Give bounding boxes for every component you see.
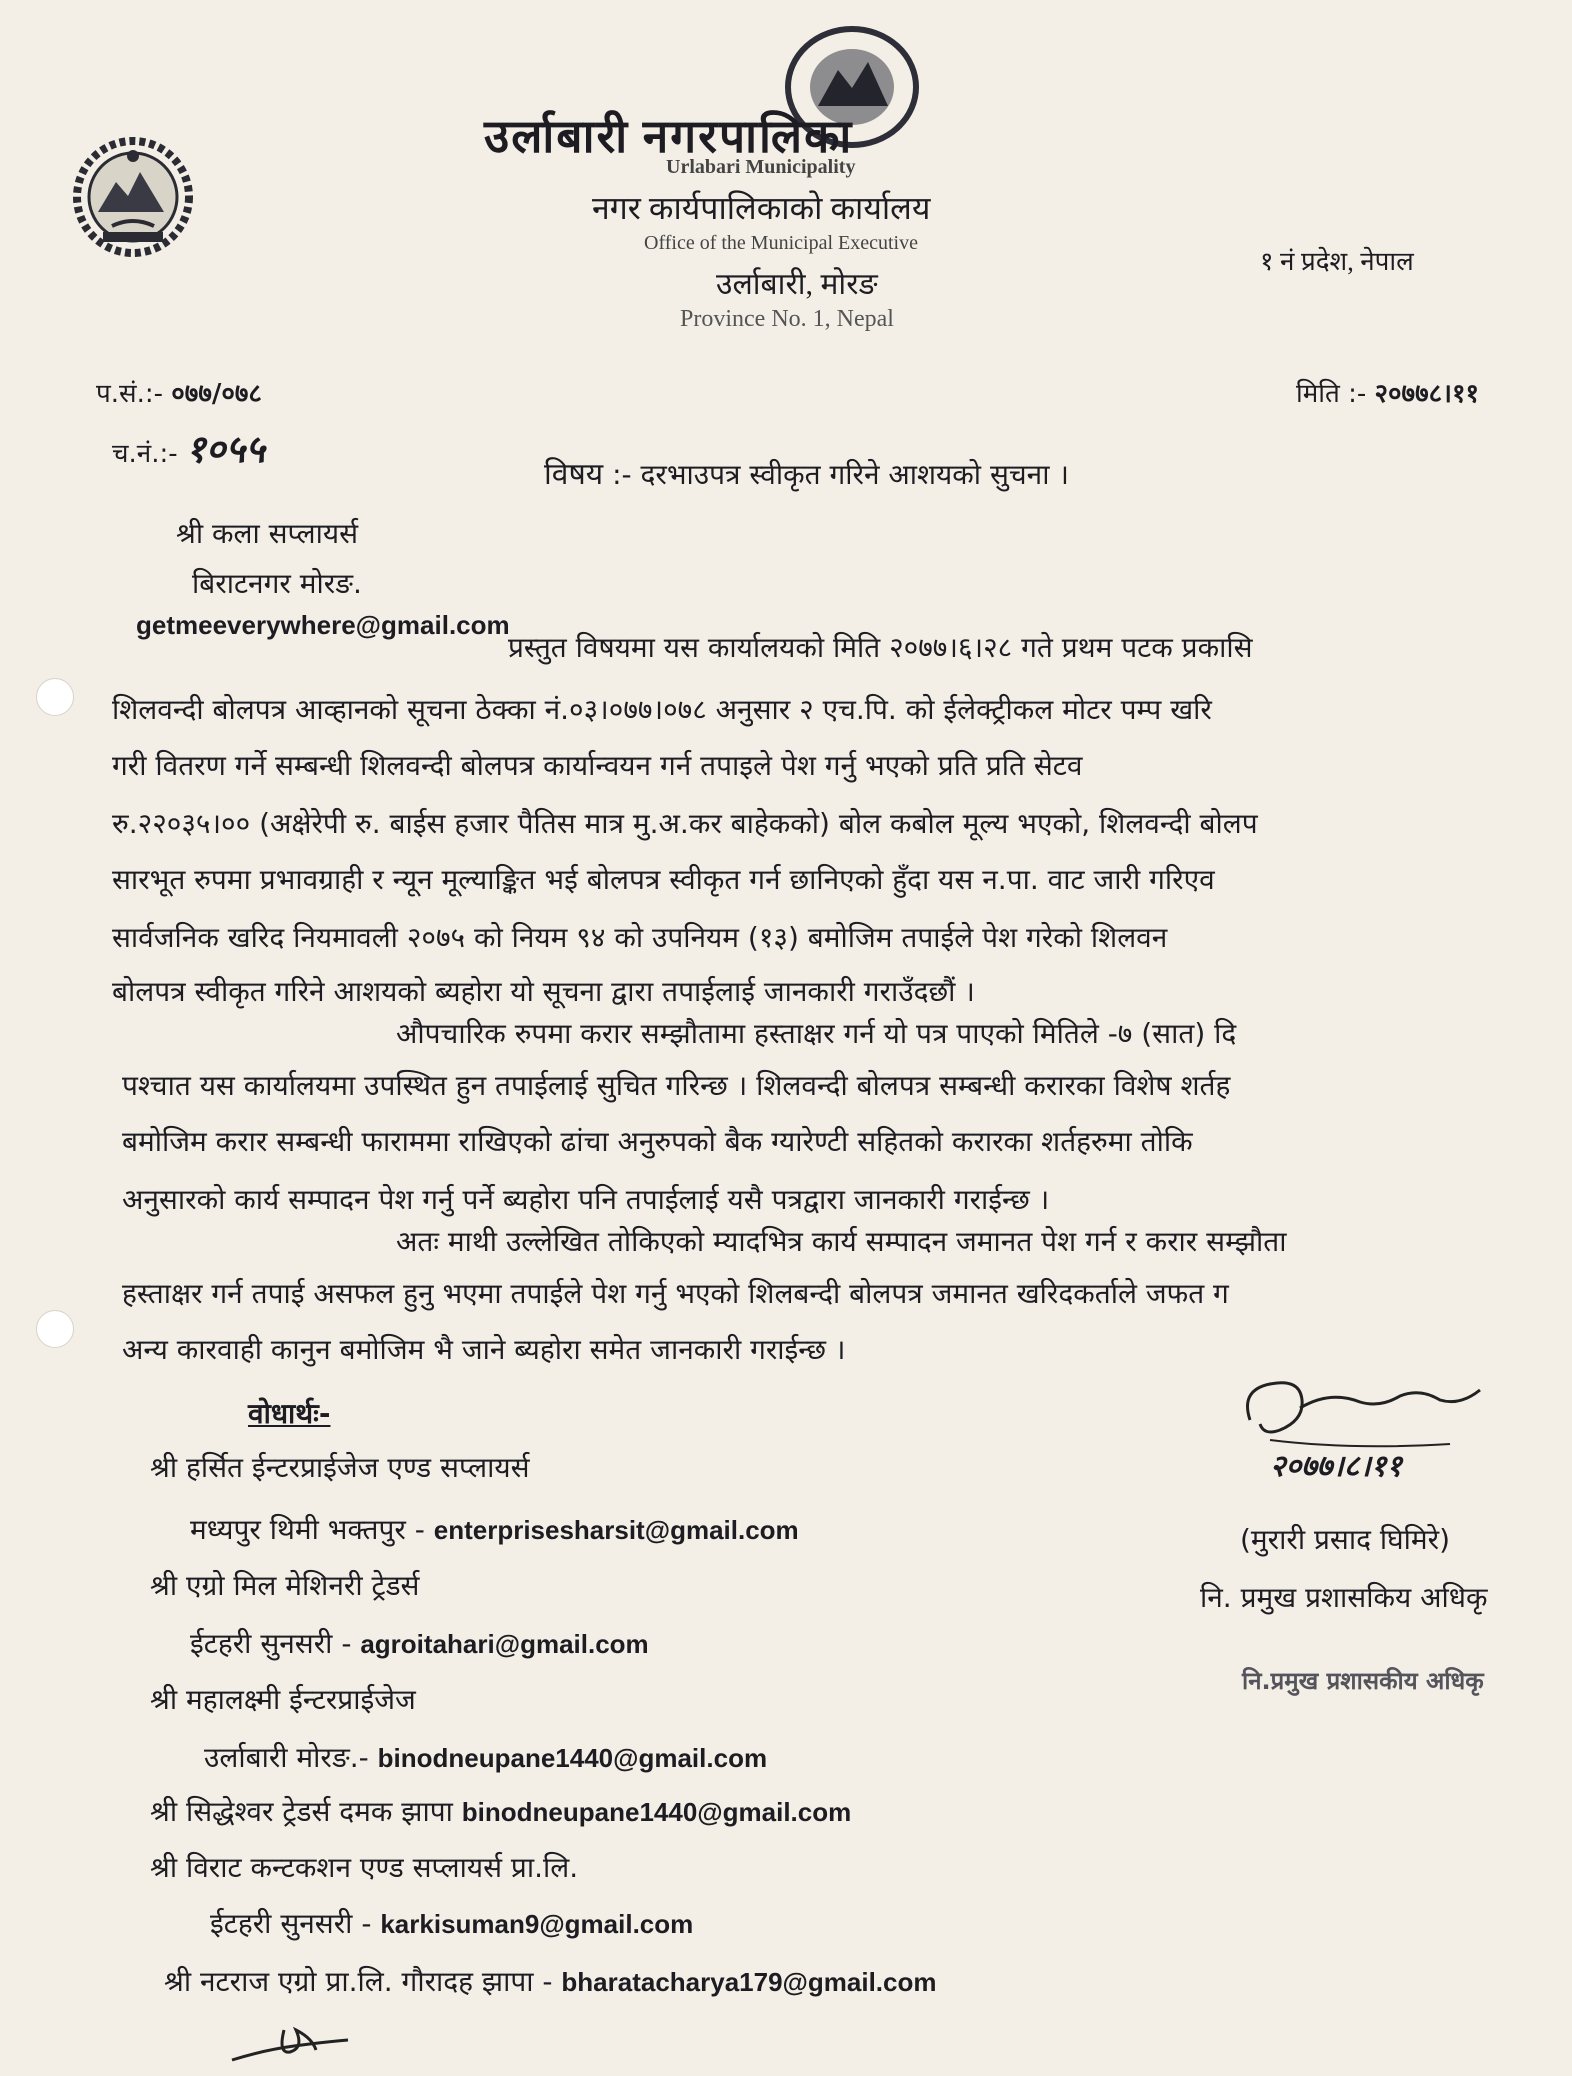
cc-email-4: binodneupane1440@gmail.com <box>461 1797 852 1827</box>
cc-line-4-text: ईटहरी सुनसरी - <box>190 1627 352 1660</box>
body-line-4: रु.२२०३५।०० (अक्षेरेपी रु. बाईस हजार पैतिस मात्र मु.अ.कर बाहेकको) बोल कबोल मूल्य भएको, शिलवन्दी बोलप <box>112 807 1258 840</box>
body-line-10: बमोजिम करार सम्बन्धी फाराममा राखिएको ढांचा अनुरुपको बैक ग्यारेण्टी सहितको करारका शर्तहरुमा तोकि <box>122 1125 1193 1158</box>
body-line-2: शिलवन्दी बोलपत्र आव्हानको सूचना ठेक्का नं.०३।०७७।०७८ अनुसार २ एच.पि. को ईलेक्ट्रीकल मोटर पम्प खरि <box>112 693 1212 726</box>
body-line-13: हस्ताक्षर गर्न तपाई असफल हुनु भएमा तपाईले पेश गर्नु भएको शिलबन्दी बोलपत्र जमानत खरिदकर्ताले जफत ग <box>122 1277 1229 1310</box>
ref-number <box>96 374 262 410</box>
province-en: Province No. 1, Nepal <box>680 306 894 332</box>
letter-date-value: २०७७८।११ <box>1374 379 1480 409</box>
municipality-name-en: Urlabari Municipality <box>666 156 856 178</box>
cc-line-5: श्री महालक्ष्मी ईन्टरप्राईजेज <box>150 1683 416 1716</box>
recipient-email: getmeeverywhere@gmail.com <box>136 610 510 640</box>
letter-date-label: मिति :- <box>1296 379 1367 409</box>
cc-line-10 <box>164 1962 937 2000</box>
cc-line-10-text: श्री नटराज एग्रो प्रा.लि. गौरादह झापा - <box>164 1965 553 1998</box>
body-line-5: सारभूत रुपमा प्रभावग्राही र न्यून मूल्याङ्कित भई बोलपत्र स्वीकृत गर्न छानिएको हुँदा यस न.पा. वाट जारी गरिएव <box>112 863 1215 896</box>
cc-line-1: श्री हर्सित ईन्टरप्राईजेज एण्ड सप्लायर्स <box>150 1451 530 1484</box>
body-line-9: पश्चात यस कार्यालयमा उपस्थित हुन तपाईलाई सुचित गरिन्छ । शिलवन्दी बोलपत्र सम्बन्धी करारका विशेष शर्तह <box>122 1069 1231 1102</box>
cc-line-7 <box>150 1792 851 1830</box>
nepal-emblem-icon <box>68 132 198 262</box>
body-line-3: गरी वितरण गर्ने सम्बन्धी शिलवन्दी बोलपत्र कार्यान्वयन गर्न तपाइले पेश गर्नु भएको प्रति प्रति सेटव <box>112 749 1083 782</box>
punch-hole-bottom <box>36 1310 74 1348</box>
body-line-12: अतः माथी उल्लेखित तोकिएको म्यादभित्र कार्य सम्पादन जमानत पेश गर्न र करार सम्झौता <box>396 1225 1287 1258</box>
dispatch-number-value: १०५५ <box>185 426 265 471</box>
cc-line-6 <box>204 1738 767 1776</box>
cc-email-2: agroitahari@gmail.com <box>360 1629 649 1659</box>
recipient-address: बिराटनगर मोरङ. <box>192 567 362 600</box>
subject-line <box>544 452 1069 493</box>
cc-line-4 <box>190 1624 649 1662</box>
body-line-8: औपचारिक रुपमा करार सम्झौतामा हस्ताक्षर गर्न यो पत्र पाएको मितिले -७ (सात) दि <box>396 1017 1237 1050</box>
punch-hole-top <box>36 678 74 716</box>
body-line-7: बोलपत्र स्वीकृत गरिने आशयको ब्यहोरा यो सूचना द्वारा तपाईलाई जानकारी गराउँदछौं । <box>112 975 975 1008</box>
municipality-name-np: उर्लाबारी नगरपालिका <box>484 111 854 162</box>
initials-scribble <box>224 2010 354 2070</box>
cc-line-8: श्री विराट कन्टकशन एण्ड सप्लायर्स प्रा.लि. <box>150 1851 579 1884</box>
cc-line-2-text: मध्यपुर थिमी भक्तपुर - <box>190 1513 425 1546</box>
cc-line-9 <box>210 1904 693 1942</box>
office-name-en: Office of the Municipal Executive <box>644 232 918 254</box>
subject-label: विषय <box>544 457 604 492</box>
office-place-np: उर्लाबारी, मोरङ <box>716 268 878 301</box>
cc-heading: वोधार्थः- <box>248 1397 331 1430</box>
subject-text: :- दरभाउपत्र स्वीकृत गरिने आशयको सुचना । <box>612 458 1069 491</box>
cc-line-7-text: श्री सिद्धेश्वर ट्रेडर्स दमक झापा <box>150 1795 453 1828</box>
body-line-14: अन्य कारवाही कानुन बमोजिम भै जाने ब्यहोरा समेत जानकारी गराईन्छ । <box>122 1333 846 1366</box>
cc-email-6: bharatacharya179@gmail.com <box>561 1967 937 1997</box>
body-line-6: सार्वजनिक खरिद नियमावली २०७५ को नियम ९४ को उपनियम (१३) बमोजिम तपाईले पेश गरेको शिलवन <box>112 921 1168 954</box>
signature-date: २०७७।८।११ <box>1270 1449 1402 1484</box>
office-name-np: नगर कार्यपालिकाको कार्यालय <box>592 190 931 226</box>
dispatch-number <box>112 422 265 474</box>
province-np: १ नं प्रदेश, नेपाल <box>1260 247 1414 276</box>
cc-email-1: enterprisesharsit@gmail.com <box>433 1515 799 1545</box>
ref-number-label: प.सं.:- <box>96 379 164 409</box>
cc-line-2 <box>190 1510 799 1548</box>
body-line-1: प्रस्तुत विषयमा यस कार्यालयको मिति २०७७।६।२८ गते प्रथम पटक प्रकासि <box>508 631 1253 664</box>
dispatch-number-label: च.नं.:- <box>112 439 178 469</box>
signatory-title: नि. प्रमुख प्रशासकिय अधिकृ <box>1200 1581 1488 1614</box>
cc-line-9-text: ईटहरी सुनसरी - <box>210 1907 372 1940</box>
cc-line-6-text: उर्लाबारी मोरङ.- <box>204 1741 369 1774</box>
signatory-name: (मुरारी प्रसाद घिमिरे) <box>1240 1523 1451 1556</box>
cc-email-3: binodneupane1440@gmail.com <box>377 1743 768 1773</box>
cc-email-5: karkisuman9@gmail.com <box>380 1909 694 1939</box>
body-line-11: अनुसारको कार्य सम्पादन पेश गर्नु पर्ने ब्यहोरा पनि तपाईलाई यसै पत्रद्वारा जानकारी गराईन्छ । <box>122 1183 1050 1216</box>
cc-line-3: श्री एग्रो मिल मेशिनरी ट्रेडर्स <box>150 1569 420 1602</box>
designation-stamp: नि.प्रमुख प्रशासकीय अधिकृ <box>1242 1667 1484 1695</box>
recipient-name: श्री कला सप्लायर्स <box>176 517 359 550</box>
ref-number-value: ०७७/०७८ <box>171 379 262 409</box>
letter-date <box>1296 374 1479 410</box>
